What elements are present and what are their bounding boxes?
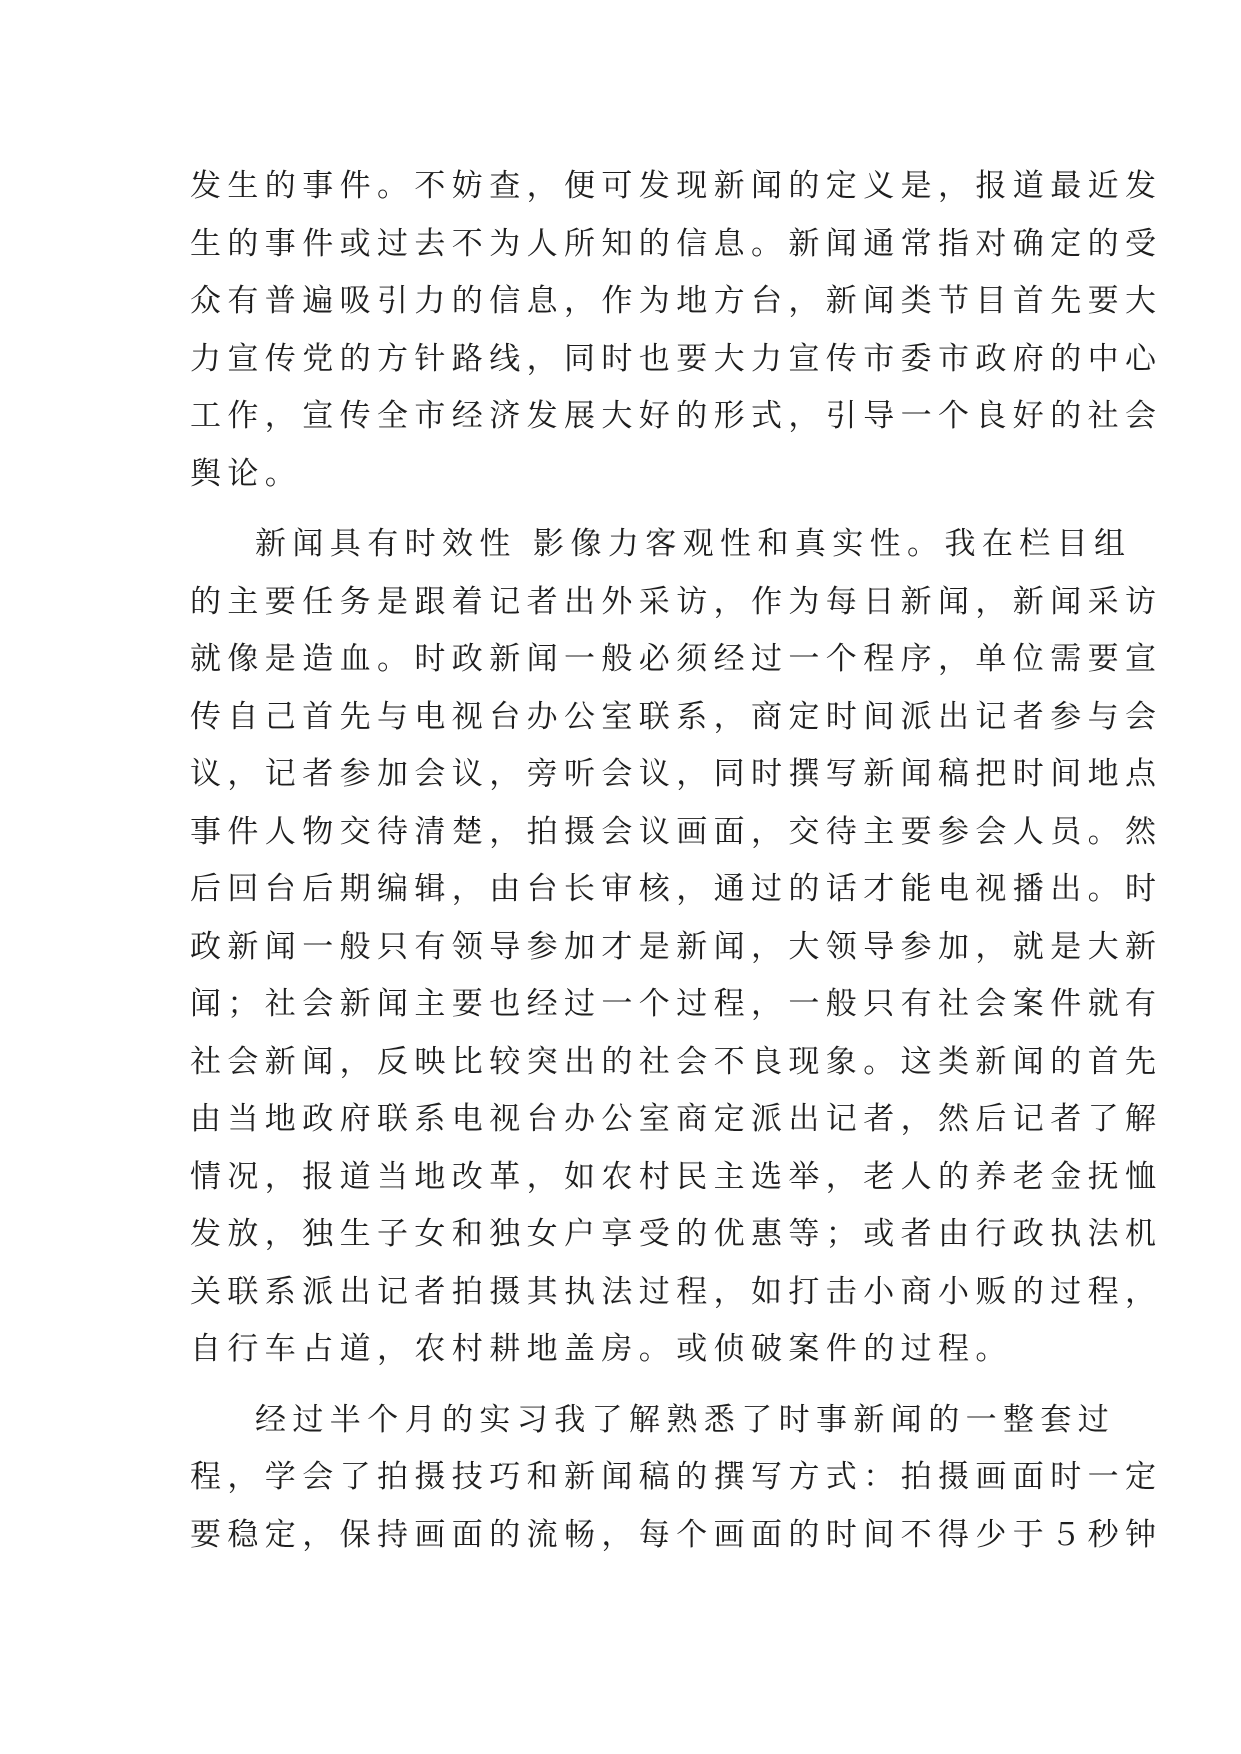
paragraph-1-line-4: 力宣传党的方针路线，同时也要大力宣传市委市政府的中心 — [190, 340, 1163, 377]
paragraph-2-line-15: 自行车占道，农村耕地盖房。或侦破案件的过程。 — [190, 1331, 1013, 1367]
paragraph-2-line-5: 议，记者参加会议，旁听会议，同时撰写新闻稿把时间地点 — [190, 756, 1163, 792]
paragraph-1-line-5: 工作，宣传全市经济发展大好的形式，引导一个良好的社会 — [190, 398, 1163, 434]
paragraph-2-line-7: 后回台后期编辑，由台长审核，通过的话才能电视播出。时 — [190, 871, 1163, 907]
paragraph-1-line-1: 发生的事件。不妨查，便可发现新闻的定义是，报道最近发 — [190, 168, 1163, 204]
paragraph-3-line-1: 经过半个月的实习我了解熟悉了时事新闻的一整套过 — [255, 1401, 1116, 1438]
paragraph-2-line-9: 闻；社会新闻主要也经过一个过程，一般只有社会案件就有 — [190, 986, 1163, 1022]
paragraph-1-line-6: 舆论。 — [190, 455, 303, 492]
paragraph-2-line-1: 新闻具有时效性 影像力客观性和真实性。我在栏目组 — [255, 526, 1132, 562]
body-text — [190, 158, 1163, 1564]
paragraph-spacing — [190, 1379, 1050, 1392]
paragraph-2-line-12: 情况，报道当地改革，如农村民主选举，老人的养老金抚恤 — [190, 1158, 1163, 1195]
paragraph-2-line-3: 就像是造血。时政新闻一般必须经过一个程序，单位需要宣 — [190, 641, 1163, 677]
paragraph-spacing — [190, 503, 1050, 516]
paragraph-3-line-3: 要稳定，保持画面的流畅，每个画面的时间不得少于５秒钟 — [190, 1516, 1163, 1553]
paragraph-1-line-3: 众有普遍吸引力的信息，作为地方台，新闻类节目首先要大 — [190, 283, 1163, 319]
paragraph-2-line-10: 社会新闻，反映比较突出的社会不良现象。这类新闻的首先 — [190, 1043, 1163, 1080]
paragraph-2-line-2: 的主要任务是跟着记者出外采访，作为每日新闻，新闻采访 — [190, 583, 1163, 620]
paragraph-2-line-14: 关联系派出记者拍摄其执法过程，如打击小商小贩的过程， — [190, 1273, 1163, 1310]
paragraph-2-line-8: 政新闻一般只有领导参加才是新闻，大领导参加，就是大新 — [190, 928, 1163, 965]
paragraph-3-line-2: 程，学会了拍摄技巧和新闻稿的撰写方式：拍摄画面时一定 — [190, 1459, 1163, 1495]
paragraph-2-line-11: 由当地政府联系电视台办公室商定派出记者，然后记者了解 — [190, 1101, 1163, 1137]
paragraph-2-line-6: 事件人物交待清楚，拍摄会议画面，交待主要参会人员。然 — [190, 813, 1163, 850]
paragraph-2-line-13: 发放，独生子女和独女户享受的优惠等；或者由行政执法机 — [190, 1216, 1163, 1252]
paragraph-2-line-4: 传自己首先与电视台办公室联系，商定时间派出记者参与会 — [190, 698, 1163, 735]
paragraph-1-line-2: 生的事件或过去不为人所知的信息。新闻通常指对确定的受 — [190, 225, 1163, 262]
